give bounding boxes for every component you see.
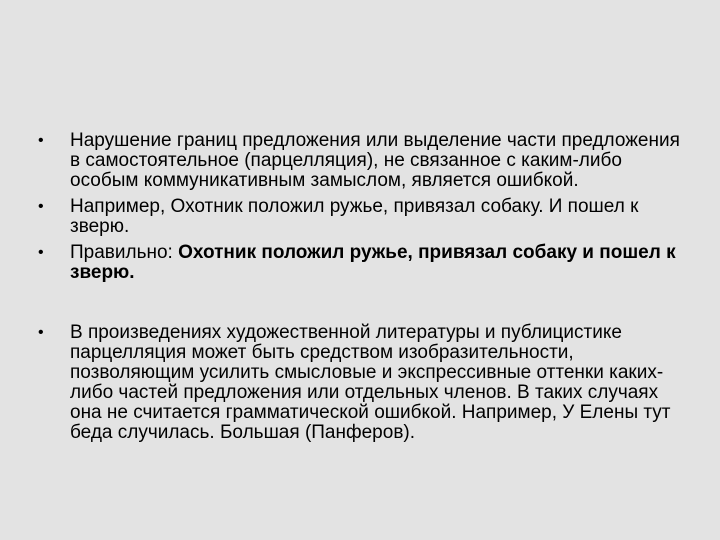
bullet-item-parcellation-error	[34, 131, 684, 191]
bullet-text: Например, Охотник положил ружье, привязал собаку. И пошел к зверю.	[70, 196, 639, 237]
bullet-icon: •	[38, 132, 44, 149]
bullet-icon: •	[38, 198, 44, 215]
bullet-text: Нарушение границ предложения или выделение части предложения в самостоятельное (парцелляция), не связанное с каким-либо особым коммуникативным замыслом, является ошибкой.	[70, 130, 680, 191]
bullet-list-top	[34, 131, 684, 289]
bullet-item-correct-version	[34, 243, 684, 283]
bullet-item-example	[34, 197, 684, 237]
bullet-prefix: Правильно:	[70, 242, 179, 263]
bullet-bold-text: Охотник положил ружье, привязал собаку и пошел к зверю.	[70, 242, 676, 283]
bullet-item-literary-usage	[34, 323, 684, 443]
bullet-text: В произведениях художественной литературы и публицистике парцелляция может быть средством изобразительности, позволяющим усилить смысловые и экспрессивные оттенки каких-либо частей предложения или отдельных членов. В таких случаях она не считается грамматической ошибкой. Например, У Елены тут беда случилась. Большая (Панферов).	[70, 322, 671, 443]
bullet-icon: •	[38, 244, 44, 261]
bullet-list-bottom	[34, 323, 684, 449]
bullet-icon: •	[38, 324, 44, 341]
